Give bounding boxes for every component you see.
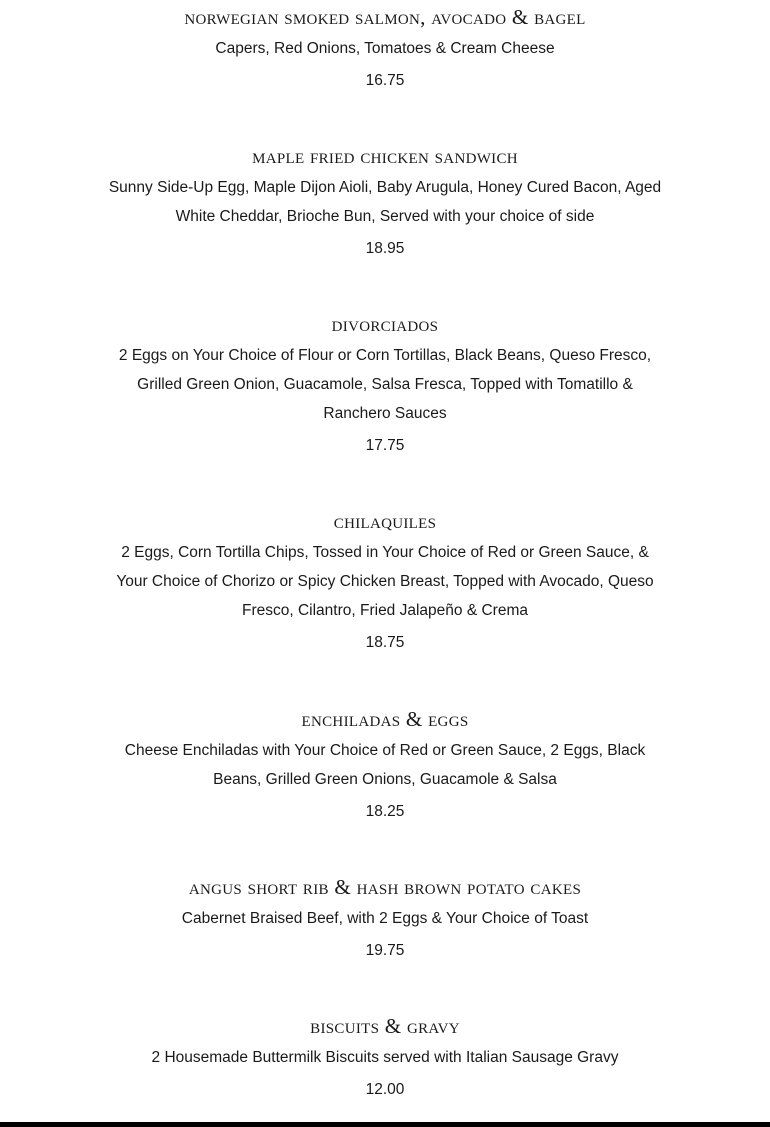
menu-item-divorciados bbox=[0, 311, 770, 456]
menu-item-price: 17.75 bbox=[365, 437, 405, 454]
menu-item-price: 12.00 bbox=[365, 1081, 405, 1098]
menu-item-name: angus short rib & hash brown potato cakes bbox=[188, 875, 582, 899]
menu-item-name: enchiladas & eggs bbox=[301, 707, 469, 731]
bottom-divider bbox=[0, 1122, 770, 1127]
menu-item-name: norwegian smoked salmon, avocado & bagel bbox=[184, 5, 586, 29]
menu-item-name: divorciados bbox=[331, 312, 439, 336]
menu-item-smoked-salmon bbox=[0, 4, 770, 91]
menu-item-maple-fried-chicken bbox=[0, 143, 770, 259]
menu-item-description: Cheese Enchiladas with Your Choice of Red or Green Sauce, 2 Eggs, Black Beans, Grilled Green Onions, Guacamole & Salsa bbox=[124, 742, 646, 788]
menu-item-name: chilaquiles bbox=[333, 509, 437, 533]
menu-item-price: 19.75 bbox=[365, 942, 405, 959]
menu-item-price: 18.25 bbox=[365, 803, 405, 820]
menu-item-description: Cabernet Braised Beef, with 2 Eggs & Your Choice of Toast bbox=[181, 910, 589, 927]
menu-item-name: maple fried chicken sandwich bbox=[252, 144, 518, 168]
menu-item-description: Sunny Side-Up Egg, Maple Dijon Aioli, Baby Arugula, Honey Cured Bacon, Aged White Cheddar, Brioche Bun, Served with your choice of side bbox=[108, 179, 662, 225]
menu-item-price: 18.75 bbox=[365, 634, 405, 651]
menu-item-description: 2 Eggs on Your Choice of Flour or Corn Tortillas, Black Beans, Queso Fresco, Grilled Green Onion, Guacamole, Salsa Fresca, Topped with Tomatillo & Ranchero Sauces bbox=[118, 347, 652, 422]
menu-item-description: 2 Eggs, Corn Tortilla Chips, Tossed in Your Choice of Red or Green Sauce, & Your Choice of Chorizo or Spicy Chicken Breast, Topped with Avocado, Queso Fresco, Cilantro, Fried Jalapeño & Crema bbox=[116, 544, 654, 619]
menu-item-name: biscuits & gravy bbox=[310, 1014, 460, 1038]
menu-item-biscuits-gravy bbox=[0, 1013, 770, 1100]
menu-item-price: 18.95 bbox=[365, 240, 405, 257]
menu-item-enchiladas-eggs bbox=[0, 706, 770, 822]
menu-item-description: 2 Housemade Buttermilk Biscuits served with Italian Sausage Gravy bbox=[151, 1049, 619, 1066]
menu-item-price: 16.75 bbox=[365, 72, 405, 89]
menu-item-chilaquiles bbox=[0, 508, 770, 653]
menu-item-description: Capers, Red Onions, Tomatoes & Cream Cheese bbox=[215, 40, 555, 57]
menu-item-angus-short-rib bbox=[0, 874, 770, 961]
